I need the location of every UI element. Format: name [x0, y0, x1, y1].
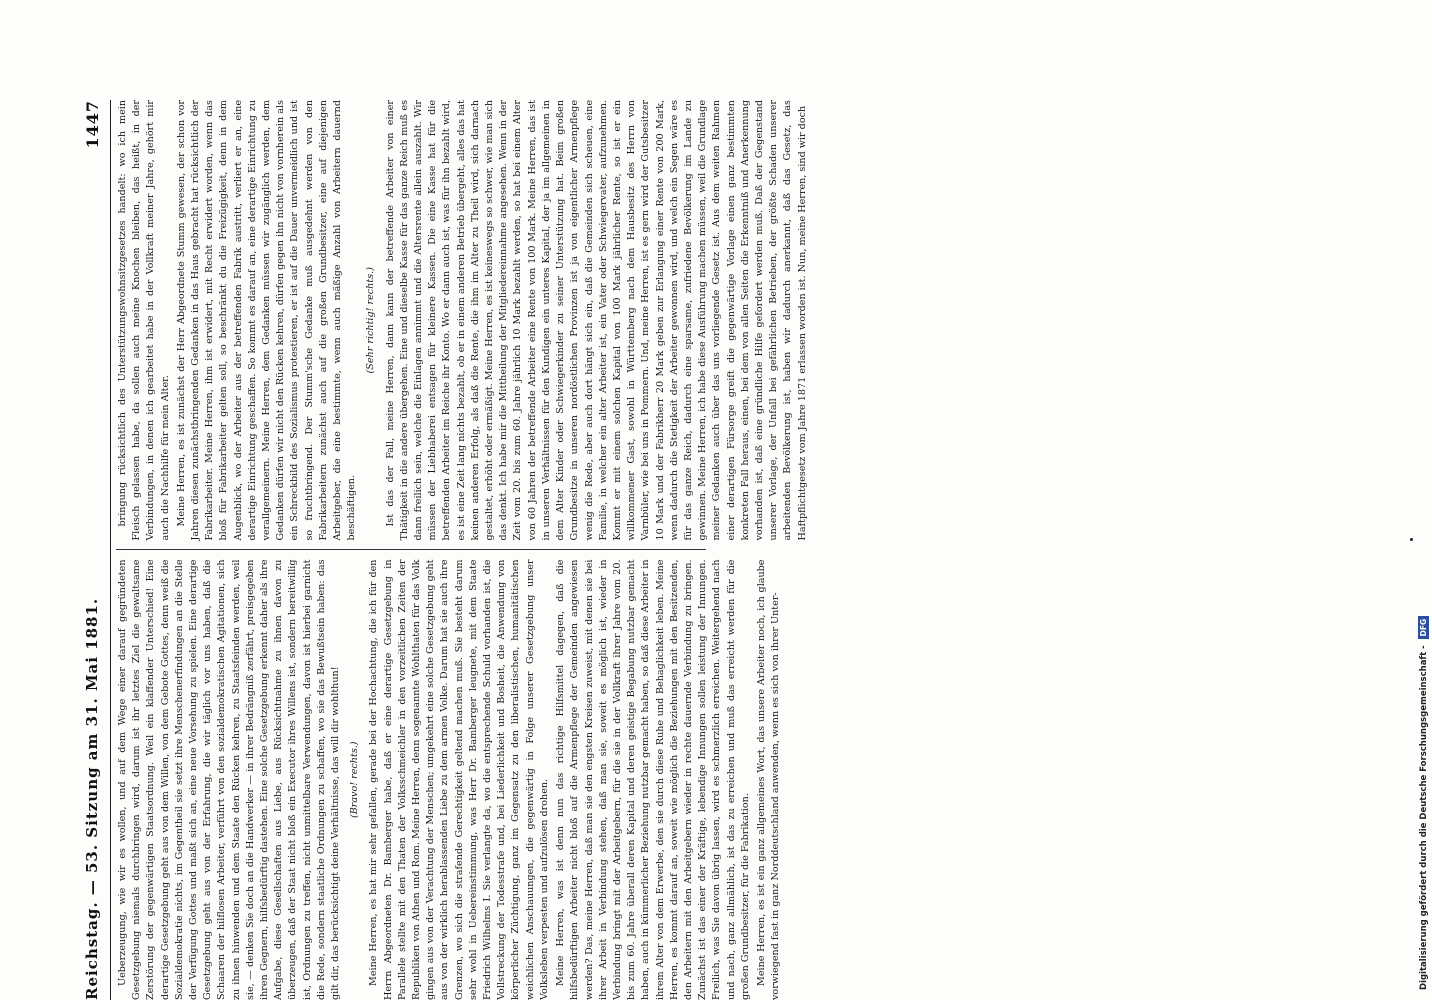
- paragraph: Meine Herren, es ist ein ganz allgemeines Wort, das unsere Arbeiter noch, ich glaube vorwiegend fast in ganz Norddeutschland anwenden, wenn es sich von ihrer Unter-: [755, 559, 782, 1000]
- paragraph: Meine Herren, was ist denn nun das richtige Hilfsmittel dagegen, daß die hilfsbedürftigen Arbeiter nicht bloß auf die Armenpflege der Gemeinden angewiesen werden? Das, meine Herren, daß man sie den engsten Kreisen zuweist, mit denen sie bei ihrer Arbeit in Verbindung stehen, daß man sie, soweit es möglich ist, wieder in Verbindung bringt mit der Arbeitgebern, für die sie in der Vollkraft ihrer Jahre vom 20. bis zum 60. Jahre überall deren Kapital und deren geistige Begabung nutzbar gemacht haben, auch in kümmerlicher Beziehung nutzbar gemacht haben, so daß diese Arbeiter in ihrem Alter von dem Erwerbe, den sie durch diese Ruhe und Behaglichkeit leben. Meine Herren, es kommt darauf an, soweit wie möglich die Beziehungen mit den Besitzenden, den Arbeitern mit den Arbeitgebern wieder in rechte dauernde Verbindung zu bringen. Zunächst ist das einer der Kräftige, lebendige Innungen sollen leistung der Innungen. Freilich, was Sie davon übrig lassen, wird es schmerzlich erreichen. Weitergehend nach und nach, ganz allmählich, ist das zu erreichen und muß das erreicht werden für die großen Grundbesitzer, für die Fabrikation.: [555, 559, 751, 1000]
- paragraph: Meine Herren, es ist zunächst der Herr Abgeordnete Stumm gewesen, der schon vor Jahren diesen zunächstbringenden Gedanken in das Haus gebracht hat rücksichtlich der Fabrikarbeiter. Meine Herren, ihm ist erwidert, mit Recht erwidert worden, wenn das bloß für Fabrikarbeiter gelten soll, so beschränkt du die Freizügigkeit, denn in dem Augenblick, wo der Arbeiter aus der betreffenden Fabrik austritt, verliert er an, eine derartige Einrichtung geschaffen. So kommt es darauf an, eine derartige Einrichtung zu verallgemeinern. Meine Herren, dem Gedanken müssen wir zugänglich werden, dem Gedanken dürfen wir nicht den Rücken kehren, dürfen gegen ihn nicht von vornherein als ein Schreckbild des Sozialismus protestieren, er ist auf die Dauer unvermeidlich und ist so fruchtbringend. Der Stumm'sche Gedanke muß ausgedehnt werden von den Fabrikarbeitern zunächst auch auf die großen Grundbesitzer, eine auf diejenigen Arbeitgeber, die eine bestimmte, wenn auch mäßige Anzahl von Arbeitern dauernd beschäftigen.: [175, 100, 358, 541]
- digitization-credit: [1418, 616, 1429, 990]
- interjection: (Bravo! rechts.): [349, 741, 361, 819]
- page-header: [72, 100, 112, 1000]
- scan-speck: [1410, 538, 1413, 541]
- header-rule: [110, 100, 111, 1000]
- paragraph: Ist das der Fall, meine Herren, dann kann der betreffende Arbeiter von einer Thätigkeit in die andere übergehen. Eine und dieselbe Kasse für das ganze Reich muß es dann freilich sein, welche die Einlagen annimmt und die Altersrente allein auszahlt. Wir müssen der Liebhaberei entsagen für kleinere Kassen. Die eine Kasse hat für die betreffenden Arbeiter im Reiche ihr Konto. Wo er dann auch ist, was für ihn bezahlt wird, es ist eine Zeit lang nichts bezahlt, ob er in einem anderen Betrieb übergeht, alles das hat keinen anderen Erfolg, als daß die Rente, die ihm im Alter zu Theil wird, sich darnach gestaltet, erhöht oder ermäßigt. Meine Herren, es ist keineswegs so schwer, wie man sich das denkt. Ich habe mir die Mittheilung der Mitgliedereinnahme angesehen. Wenn in der Zeit vom 20. bis zum 60. Jahre jährlich 10 Mark bezahlt werden, so hat bei einem Alter von 60 Jahren der betreffende Arbeiter eine Rente von 100 Mark. Meine Herren, das ist in unseren Verhältnissen für den Kundigen ein unteres Kapital, der ja im allgemeinen in dem Alter Kinder oder Schwiegerkinder zu seiner Unterstützung hat. Beim großen Grundbesitze in unseren nordöstlichen Provinzen ist ja von eigentlicher Armenpflege wenig die Rede, aber auch dort hängt sich ein, daß die Gemeinden sich scheuen, eine Familie, in welcher ein alter Arbeiter ist, ein Vater oder Schwiegervater, aufzunehmen. Kommt er mit einem solchen Kapital von 100 Mark jährlicher Rente, so ist er ein willkommener Gast, sowohl in Württemberg nach dem Hausbesitz des Herrn von Varnbüler, wie bei uns in Pommern. Und, meine Herren, ist es gern wird der Gutsbesitzer 10 Mark und der Fabrikherr 20 Mark geben zur Erlangung einer Rente von 200 Mark, wenn dadurch die Stetigkeit der Arbeiter gewonnen wird, und welch ein Segen wäre es für das ganze Reich, dadurch eine sparsame, zufriedene Bevölkerung im Lande zu gewinnen. Meine Herren, ich habe diese Ausführung machen müssen, weil die Grundlage meiner Gedanken auch über das uns vorliegende Gesetz ist. Aus dem weiten Rahmen einer derartigen Fürsorge greift die gegenwärtige Vorlage einen ganz bestimmten konkreten Fall heraus, einen, bei dem von allen Seiten die Erkenntniß und Anerkennung vorhanden ist, daß eine gründliche Hilfe gefordert werden muß. Daß der Gegenstand unserer Vorlage, der Unfall bei gefährlichen Betrieben, der größte Schaden unserer arbeitenden Bevölkerung ist, haben wir dadurch anerkannt, daß das Gesetz, das Haftpflichtgesetz vom Jahre 1871 erlassen worden ist. Nun, meine Herren, sind wir doch: [384, 100, 808, 541]
- paragraph: Meine Herren, es hat mir sehr gefallen, gerade bei der Hochachtung, die ich für den Herrn Abgeordneten Dr. Bamberger habe, daß er eine derartige Gesetzgebung in Parallele stellte mit den Thaten der Volksschmeichler in den vorzeitlichen Zeiten der Republiken von Athen und Rom. Meine Herren, denn sogenannte Wohlthaten für das Volk gingen aus von der Verachtung der Menschen; umgekehrt eine solche Gesetzgebung geht aus von der wirklich herablassenden Liebe zu dem armen Volke. Darum hat sie auch ihre Grenzen, wo sich die strafende Gerechtigkeit geltend machen muß. Sie besteht darum sehr wohl in Uebereinstimmung, was Herr Dr. Bamberger leugnete, mit dem Staate Friedrich Wilhelms I. Sie verlangte da, wo die entsprechende Schuld vorhanden ist, die Vollstreckung der Todesstrafe und, bei Liederlichkeit und Bosheit, die Anwendung von körperlicher Züchtigung, ganz im Gegensatz zu den liberalistischen, humanitätischen weichlichen Anschauungen, die gegenwärtig in Folge unserer Gesetzgebung unser Volksleben verpesten und aufzulösen drohen.: [368, 559, 550, 1000]
- page-number: 1447: [82, 100, 102, 149]
- paragraph: Ueberzeugung, wie wir es wollen, und auf dem Wege einer darauf gegründeten Gesetzgebung niemals durchbringen wird, darum ist ihr letztes Ziel die gewaltsame Zerstörung der gegenwärtigen Staatsordnung. Weil ein klaffender Unterschied! Eine derartige Gesetzgebung geht aus von dem Willen, von dem Gebote Gottes, denn weiß die Sozialdemokratie nichts, im Gegentheil sie setzt ihre Menschenerfindungen an die Stelle der Verfügung Gottes und maßt sich an, eine neue Vorsehung zu spielen. Eine derartige Gesetzgebung geht aus von der Erfahrung, die wir täglich vor uns haben, daß die Schaaren der hilflosen Arbeiter, verführt von den sozialdemokratischen Agitationen, sich zu ihnen hinwenden und dem Staate den Rücken kehren, zu Staatsfeinden werden, weil sie, — denken Sie doch an die Handwerker — in ihrer Bedrängniß zerfährt, preisgegeben ihren Gegnern, hilfsbedürftig dastehen. Eine solche Gesetzgebung erkennt daher als ihre Aufgabe, diese Gesellschaften aus Liebe, aus Rücksichtnahme zu ihnen davon zu überzeugen, daß der Staat nicht bloß ein Executor ihres Willens ist, sondern bereitwillig ist, Ordnungen zu treffen, nicht unmittelbare Verwendungen, davon ist hierbei garnicht die Rede, sondern staatliche Ordnungen zu schaffen, wo sie das Bewußtsein haben: das gilt dir, das berücksichtigt deine Verhältnisse, das will dir wohlthun!: [117, 559, 342, 1000]
- rotated-page-content: [72, 100, 1392, 1000]
- digitization-note: Digitalisierung gefördert durch die Deutsche Forschungsgemeinschaft -: [1418, 645, 1429, 990]
- column-divider: [116, 550, 706, 551]
- text-columns: [116, 100, 808, 1000]
- left-column: [116, 559, 782, 1000]
- right-column: [116, 100, 808, 541]
- dfg-logo: DFG: [1418, 616, 1429, 640]
- paragraph: bringung rücksichtlich des Unterstützungswohnsitzgesetzes handelt: wo ich mein Fleisch gelassen habe, da sollen auch meine Knochen bleiben, das heißt, in der Verbindungen, in denen ich gearbeitet habe in der Vollkraft meiner Jahre, gehört mir auch die Nachhilfe für mein Alter.: [117, 100, 171, 541]
- interjection: (Sehr richtig! rechts.): [365, 267, 377, 374]
- page-title: Reichstag. — 53. Sitzung am 31. Mai 1881.: [83, 597, 101, 1000]
